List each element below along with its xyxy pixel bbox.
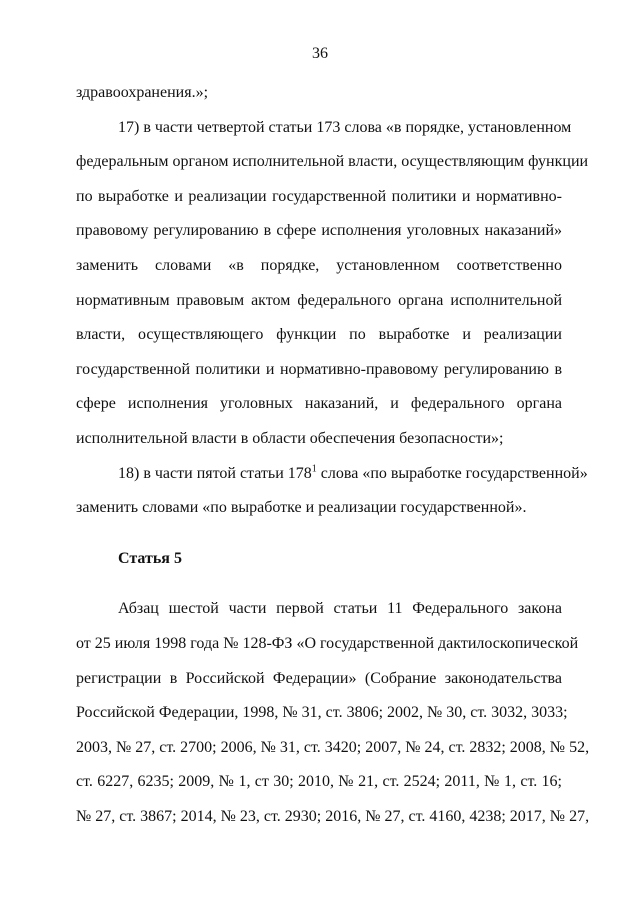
text-line: ст. 6227, 6235; 2009, № 1, ст 30; 2010, № 21, ст. 2524; 2011, № 1, ст. 16; bbox=[76, 773, 562, 791]
item-18-text-tail: слова «по выработке государственной» bbox=[316, 464, 588, 482]
page-number: 36 bbox=[312, 45, 328, 62]
text-line: 2003, № 27, ст. 2700; 2006, № 31, ст. 3420; 2007, № 24, ст. 2832; 2008, № 52, bbox=[76, 738, 590, 756]
text-line: Российской Федерации, 1998, № 31, ст. 3806; 2002, № 30, ст. 3032, 3033; bbox=[76, 704, 568, 722]
text-line: 17) в части четвертой статьи 173 слова «в порядке, установленном bbox=[118, 118, 572, 136]
item-18-line bbox=[76, 457, 588, 492]
document-body bbox=[76, 76, 590, 834]
text-line: № 27, ст. 3867; 2014, № 23, ст. 2930; 2016, № 27, ст. 4160, 4238; 2017, № 27, bbox=[76, 807, 590, 825]
text-line: Абзац шестой части первой статьи 11 Федерального закона bbox=[118, 600, 562, 618]
text-line: государственной политики и нормативно-правовому регулированию в bbox=[76, 360, 562, 378]
text-line: по выработке и реализации государственной политики и нормативно- bbox=[76, 187, 562, 205]
section-gap bbox=[76, 526, 562, 542]
text-line: регистрации в Российской Федерации» (Собрание законодательства bbox=[76, 669, 562, 687]
article-heading: Статья 5 bbox=[118, 549, 182, 567]
text-line: правовому регулированию в сфере исполнения уголовных наказаний» bbox=[76, 222, 562, 240]
text-line: от 25 июля 1998 года № 128-ФЗ «О государственной дактилоскопической bbox=[76, 634, 579, 652]
text-line: заменить словами «в порядке, установленном соответственно bbox=[76, 256, 562, 274]
text-line: сфере исполнения уголовных наказаний, и федерального органа bbox=[76, 395, 562, 413]
item-18-text: 18) в части пятой статьи 178 bbox=[118, 464, 312, 482]
text-line: здравоохранения.»; bbox=[76, 84, 209, 101]
section-gap bbox=[76, 576, 562, 592]
text-line: заменить словами «по выработке и реализации государственной». bbox=[76, 499, 527, 517]
text-line: федеральным органом исполнительной власти, осуществляющим функции bbox=[76, 153, 589, 171]
item-18-superscript: 1 bbox=[311, 463, 317, 475]
text-line: нормативным правовым актом федерального органа исполнительной bbox=[76, 291, 562, 309]
text-line: власти, осуществляющего функции по выработке и реализации bbox=[76, 326, 562, 344]
text-line: исполнительной власти в области обеспечения безопасности»; bbox=[76, 429, 504, 447]
